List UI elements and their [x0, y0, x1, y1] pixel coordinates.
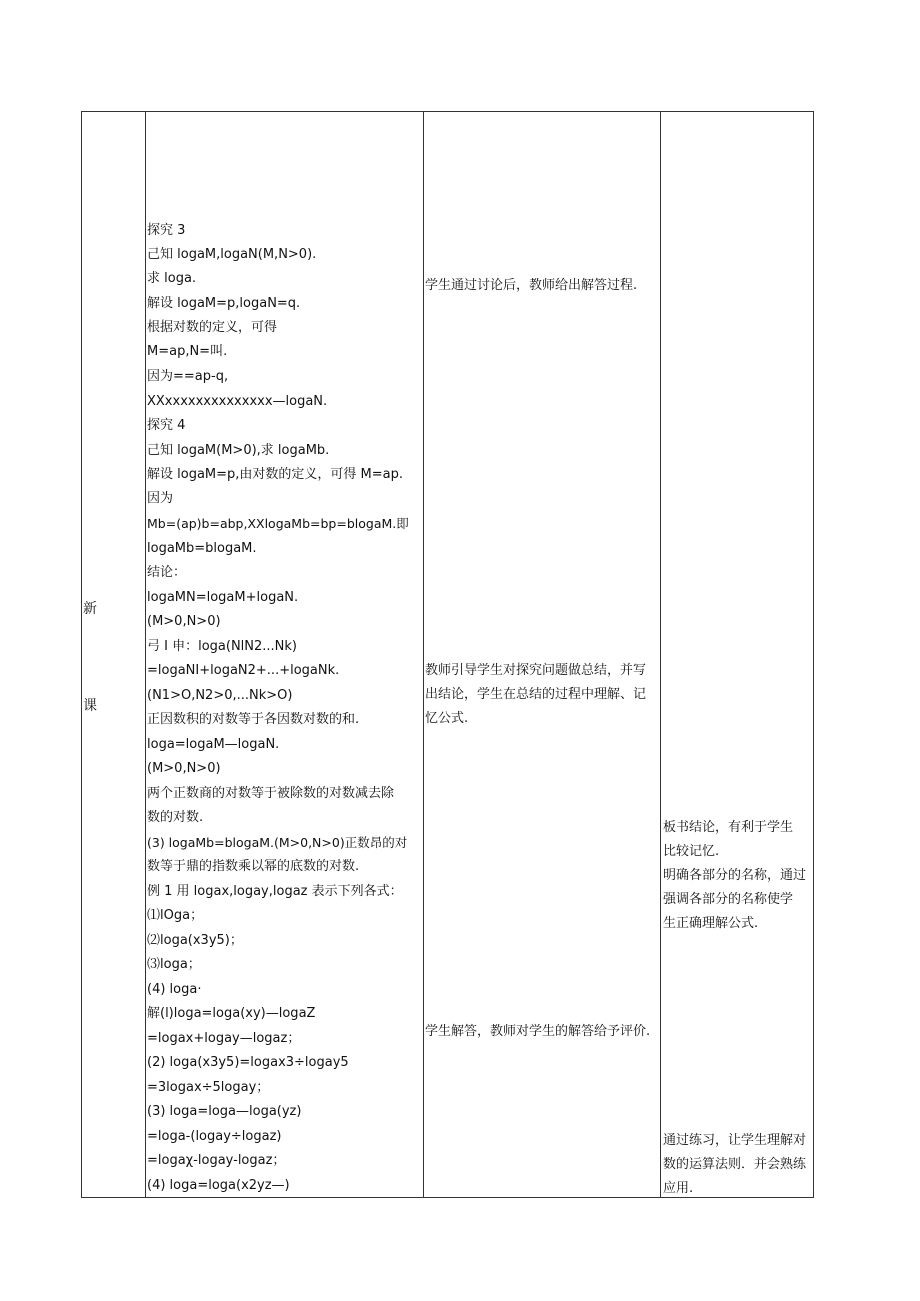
design-note: 明确各部分的名称，通过: [663, 868, 807, 883]
activity-note: 学生解答，教师对学生的解答给予评价.: [425, 1024, 651, 1039]
design-note: 应用.: [663, 1181, 694, 1196]
content-line: =loga-(logay÷logaz): [147, 1129, 282, 1144]
content-line: 例 1 用 logax,logay,logaz 表示下列各式：: [147, 884, 403, 899]
content-line: 解(l)loga=loga(xy)—logaZ: [147, 1006, 316, 1021]
activity-note: 教师引导学生对探究问题做总结，并写: [425, 663, 647, 678]
content-line: ⑵loga(x3y5)；: [147, 933, 243, 948]
content-line: ⑶loga；: [147, 957, 201, 972]
design-note: 数的运算法则．并会熟练: [663, 1157, 807, 1172]
content-column: [146, 112, 422, 1197]
content-line: =3logax÷5logay；: [147, 1080, 270, 1095]
activity-note: 出结论，学生在总结的过程中理解、记: [425, 687, 647, 702]
design-note: 强调各部分的名称使学: [663, 892, 794, 907]
content-line: (M>0,N>0): [147, 614, 221, 629]
design-note: 板书结论，有利于学生: [663, 820, 794, 835]
content-line: =logaNI+logaN2+...+logaNk.: [147, 663, 340, 678]
section-label-char: 课: [83, 698, 97, 714]
content-line: (2) loga(x3y5)=logax3÷logay5: [147, 1055, 349, 1070]
content-line: =logaχ-logay-logaz；: [147, 1153, 286, 1168]
design-note: 比较记忆.: [663, 844, 720, 859]
content-line: (M>0,N>0): [147, 761, 221, 776]
content-line: 解设 logaM=p,由对数的定义，可得 M=ap.: [147, 467, 404, 482]
content-line: 探究 3: [147, 223, 186, 238]
content-line: M=ap,N=叫.: [147, 344, 228, 359]
content-line: 结论：: [147, 565, 187, 580]
content-line: =logax+logay—logaz；: [147, 1031, 301, 1046]
content-line: 数的对数.: [147, 810, 204, 825]
content-line: 解设 logaM=p,logaN=q.: [147, 296, 301, 311]
content-line: logaMb=blogaM.: [147, 541, 257, 556]
content-line: (4) loga·: [147, 982, 202, 997]
content-line: 弓 I 申：loga(NlN2...Nk): [147, 639, 298, 654]
content-line: 求 loga.: [147, 271, 197, 286]
design-note: 通过练习，让学生理解对: [663, 1133, 807, 1148]
content-line: 因为==ap-q,: [147, 369, 229, 384]
content-line: XXxxxxxxxxxxxxxx—logaN.: [147, 394, 328, 409]
content-line: 探究 4: [147, 418, 186, 433]
content-line: ⑴lOga；: [147, 908, 204, 923]
section-label-char: 新: [83, 601, 97, 617]
content-line: (3) loga=loga—loga(yz): [147, 1104, 302, 1119]
design-note: 生正确理解公式.: [663, 916, 759, 931]
content-line: logaMN=logaM+logaN.: [147, 590, 299, 605]
content-line: 己知 logaM,logaN(M,N>0).: [147, 247, 317, 262]
content-line: 根据对数的定义，可得: [147, 320, 278, 335]
activity-note: 忆公式.: [425, 711, 469, 726]
content-line: (3) logaMb=blogaM.(M>0,N>0)正数昂的对: [147, 835, 408, 850]
activity-note: 学生通过讨论后，教师给出解答过程.: [425, 278, 638, 293]
section-label-column: [82, 112, 145, 1197]
design-column: [661, 112, 814, 1197]
content-line: 己知 logaM(M>0),求 logaMb.: [147, 443, 330, 458]
lesson-table: [81, 111, 814, 1198]
content-line: 正因数积的对数等于各因数对数的和.: [147, 712, 360, 727]
content-line: loga=logaM—logaN.: [147, 737, 280, 752]
content-line: 数等于鼎的指数乘以幂的底数的对数.: [147, 859, 360, 874]
content-line: 因为: [147, 491, 174, 506]
content-line: Mb=(ap)b=abp,XXlogaMb=bp=blogaM.即: [147, 516, 409, 531]
content-line: (4) loga=loga(x2yz—): [147, 1178, 290, 1193]
activity-column: [424, 112, 659, 1197]
content-line: 两个正数商的对数等于被除数的对数减去除: [147, 786, 395, 801]
content-line: (N1>O,N2>0,...Nk>O): [147, 688, 293, 703]
